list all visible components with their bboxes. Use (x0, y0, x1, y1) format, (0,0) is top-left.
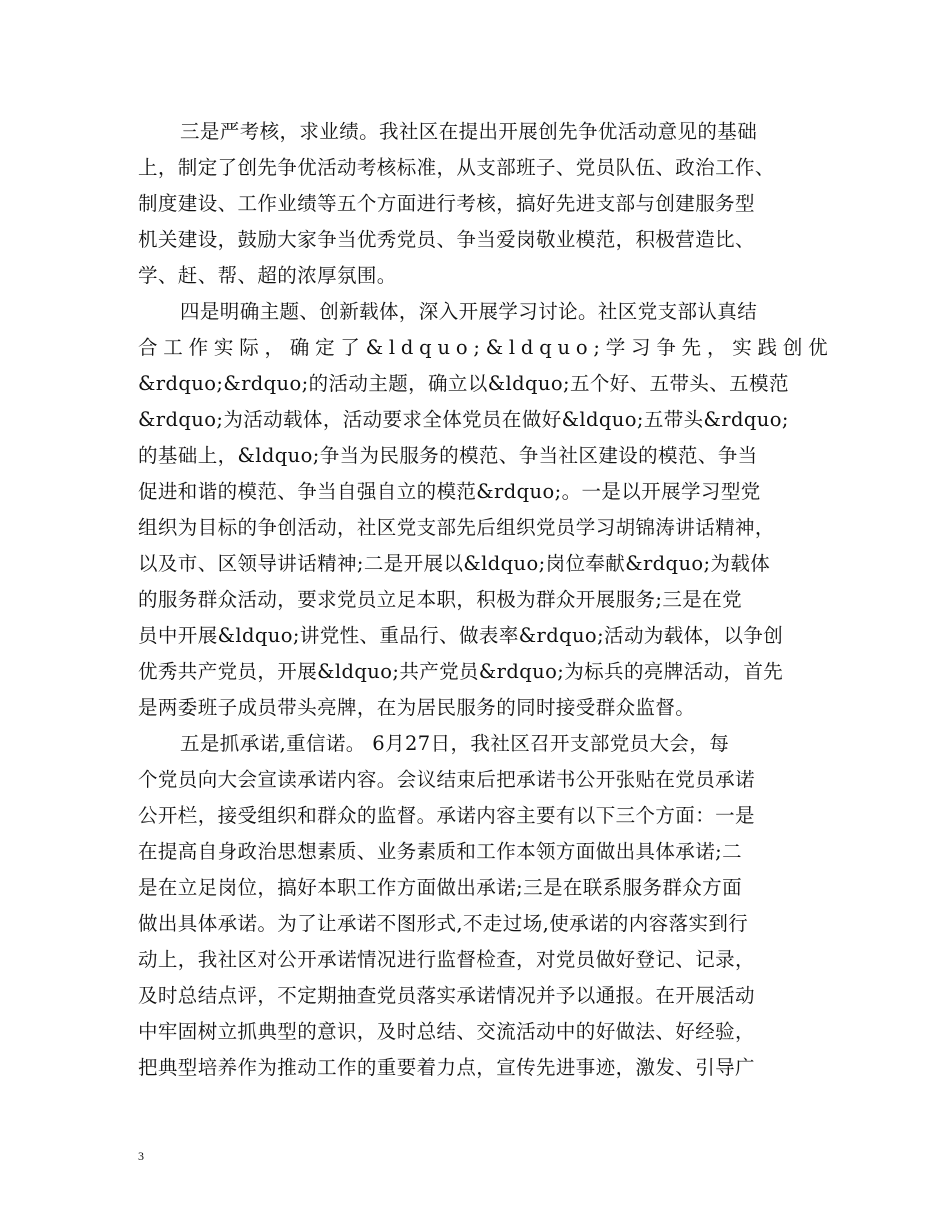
page-number: 3 (138, 1149, 144, 1163)
text-line: 促进和谐的模范、争当自强自立的模范&rdquo;。一是以开展学习型党 (138, 480, 761, 503)
text-line: 制度建设、工作业绩等五个方面进行考核，搞好先进支部与创建服务型 (138, 192, 755, 215)
text-line: 机关建设，鼓励大家争当优秀党员、争当爱岗敬业模范，积极营造比、 (138, 228, 755, 251)
text-line: 五是抓承诺,重信诺。 6月27日，我社区召开支部党员大会，每 (180, 732, 730, 755)
text-line: 三是严考核，求业绩。我社区在提出开展创先争优活动意见的基础 (180, 120, 758, 143)
text-line: 中牢固树立抓典型的意识，及时总结、交流活动中的好做法、好经验， (138, 1020, 755, 1043)
text-line: 是在立足岗位，搞好本职工作方面做出承诺;三是在联系服务群众方面 (138, 876, 742, 899)
text-line: 把典型培养作为推动工作的重要着力点，宣传先进事迹，激发、引导广 (138, 1056, 755, 1079)
text-line: 组织为目标的争创活动，社区党支部先后组织党员学习胡锦涛讲话精神， (138, 516, 775, 539)
text-line: 学、赶、帮、超的浓厚氛围。 (138, 264, 397, 287)
text-line: 优秀共产党员，开展&ldquo;共产党员&rdquo;为标兵的亮牌活动，首先 (138, 660, 784, 683)
text-line: 是两委班子成员带头亮牌，在为居民服务的同时接受群众监督。 (138, 696, 696, 719)
text-line: 动上，我社区对公开承诺情况进行监督检查，对党员做好登记、记录， (138, 948, 755, 971)
text-line: 公开栏，接受组织和群众的监督。承诺内容主要有以下三个方面：一是 (138, 804, 755, 827)
text-line: 的基础上，&ldquo;争当为民服务的模范、争当社区建设的模范、争当 (138, 444, 758, 467)
text-line: 以及市、区领导讲话精神;二是开展以&ldquo;岗位奉献&rdquo;为载体 (138, 552, 771, 575)
text-line: 员中开展&ldquo;讲党性、重品行、做表率&rdquo;活动为载体，以争创 (138, 624, 784, 647)
text-line: 合工作实际，确定了&ldquo;&ldquo;学习争先，实践创优 (138, 336, 834, 359)
text-line: 及时总结点评，不定期抽查党员落实承诺情况并予以通报。在开展活动 (138, 984, 755, 1007)
text-line: &rdquo;为活动载体，活动要求全体党员在做好&ldquo;五带头&rdquo; (138, 408, 789, 431)
text-line: &rdquo;&rdquo;的活动主题，确立以&ldquo;五个好、五带头、五模范 (138, 372, 789, 395)
text-line: 在提高自身政治思想素质、业务素质和工作本领方面做出具体承诺;二 (138, 840, 742, 863)
text-line: 做出具体承诺。为了让承诺不图形式,不走过场,使承诺的内容落实到行 (138, 912, 749, 935)
text-line: 的服务群众活动，要求党员立足本职，积极为群众开展服务;三是在党 (138, 588, 742, 611)
text-line: 上，制定了创先争优活动考核标准，从支部班子、党员队伍、政治工作、 (138, 156, 775, 179)
text-line: 四是明确主题、创新载体，深入开展学习讨论。社区党支部认真结 (180, 300, 758, 323)
text-line: 个党员向大会宣读承诺内容。会议结束后把承诺书公开张贴在党员承诺 (138, 768, 755, 791)
